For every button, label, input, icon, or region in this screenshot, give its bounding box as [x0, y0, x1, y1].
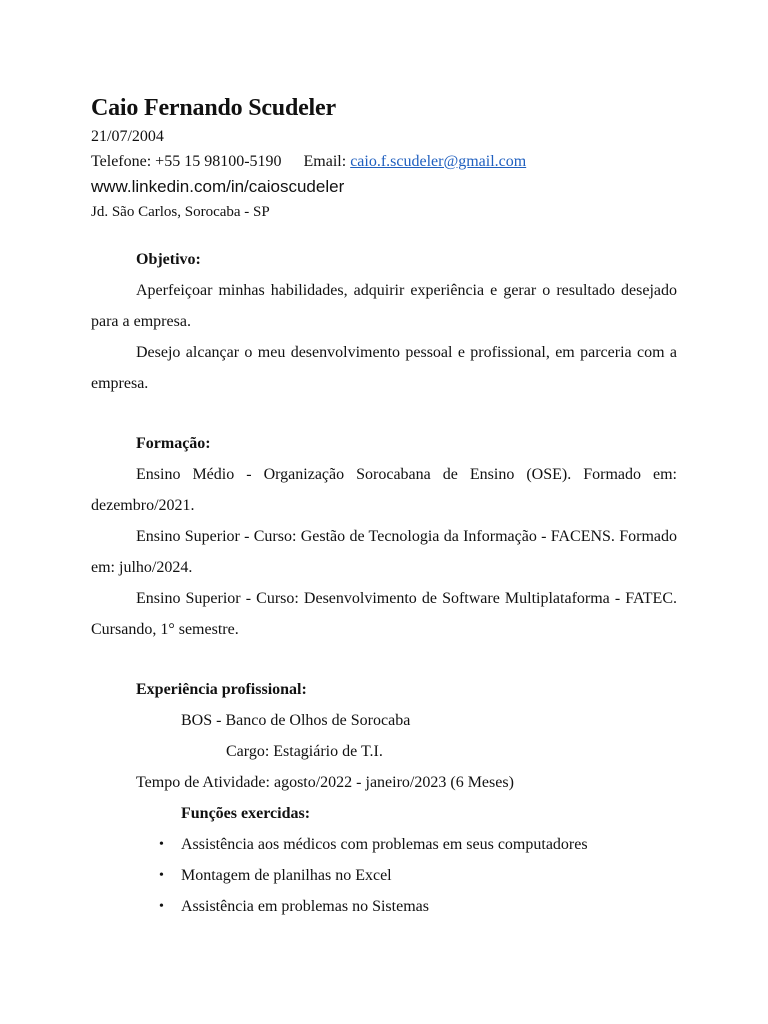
- company-name: BOS - Banco de Olhos de Sorocaba: [181, 712, 411, 729]
- education-item: Ensino Superior - Curso: Gestão de Tecnologia da Informação - FACENS. Formado em: julho/2024.: [91, 528, 677, 576]
- experience-title: Experiência profissional:: [136, 681, 307, 698]
- birthdate: 21/07/2004: [91, 128, 164, 145]
- objective-title: Objetivo:: [136, 251, 201, 268]
- list-item: • Assistência em problemas no Sistemas: [181, 891, 677, 922]
- contact-line: [91, 149, 677, 174]
- list-item: • Assistência aos médicos com problemas em seus computadores: [181, 829, 677, 860]
- resume-document: [91, 92, 677, 922]
- objective-paragraph: Aperfeiçoar minhas habilidades, adquirir experiência e gerar o resultado desejado para a empresa.: [91, 282, 677, 330]
- bullet-icon: •: [159, 868, 164, 883]
- email-label: Email:: [303, 153, 347, 170]
- candidate-name: Caio Fernando Scudeler: [91, 95, 336, 121]
- education-item: Ensino Médio - Organização Sorocabana de Ensino (OSE). Formado em: dezembro/2021.: [91, 466, 677, 514]
- objective-paragraph: Desejo alcançar o meu desenvolvimento pessoal e profissional, em parceria com a empresa.: [91, 344, 677, 392]
- education-title: Formação:: [136, 435, 211, 452]
- phone: Telefone: +55 15 98100-5190: [91, 153, 282, 170]
- functions-title: Funções exercidas:: [181, 805, 311, 822]
- education-item: Ensino Superior - Curso: Desenvolvimento de Software Multiplataforma - FATEC. Cursando, 1° semestre.: [91, 590, 677, 638]
- functions-list: [91, 829, 677, 922]
- address: Jd. São Carlos, Sorocaba - SP: [91, 204, 270, 220]
- list-item: • Montagem de planilhas no Excel: [181, 860, 677, 891]
- job-role: Cargo: Estagiário de T.I.: [226, 743, 383, 760]
- email-link[interactable]: caio.f.scudeler@gmail.com: [350, 153, 527, 170]
- job-period: Tempo de Atividade: agosto/2022 - janeiro/2023 (6 Meses): [136, 774, 514, 791]
- linkedin-url: www.linkedin.com/in/caioscudeler: [91, 177, 345, 196]
- bullet-icon: •: [159, 837, 164, 852]
- bullet-icon: •: [159, 899, 164, 914]
